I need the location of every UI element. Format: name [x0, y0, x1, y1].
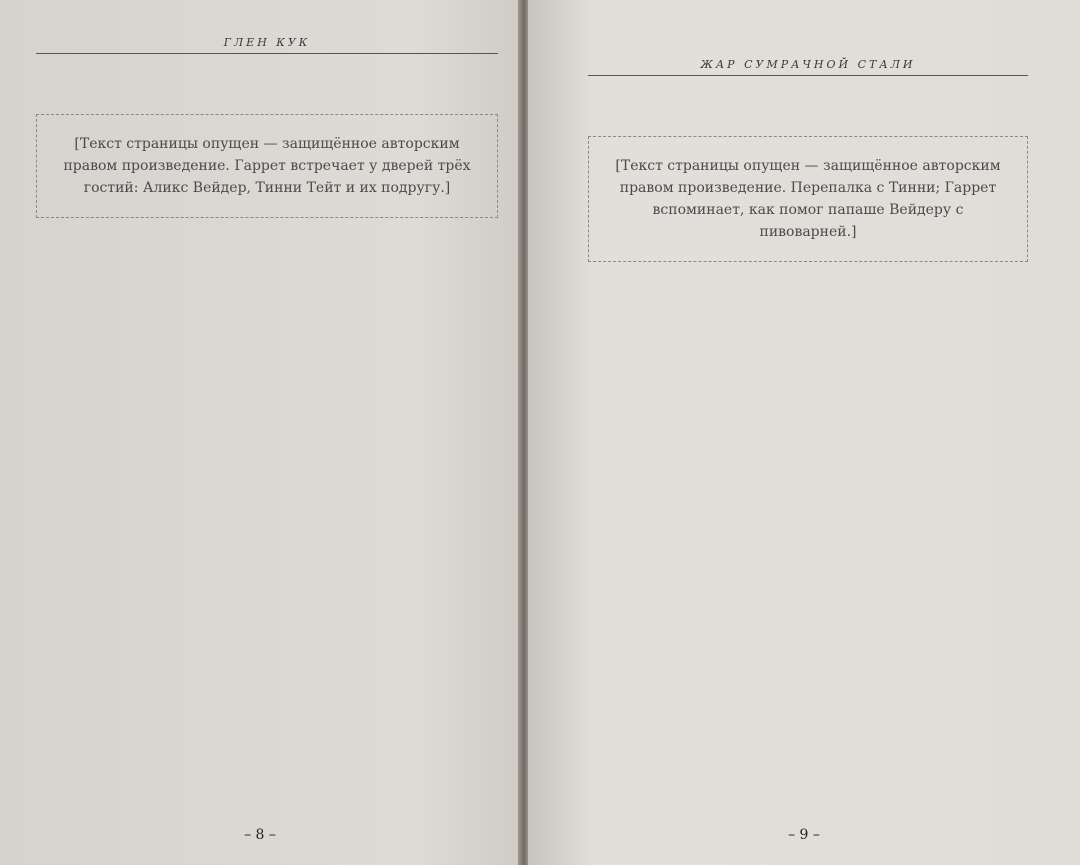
page-number: – 9 – [788, 827, 820, 843]
body-text-omitted: [Текст страницы опущен — защищённое авторским правом произведение. Перепалка с Тинни; Гаррет вспоминает, как помог папаше Вейдеру с пивоварней.] [588, 136, 1028, 262]
body-text-omitted: [Текст страницы опущен — защищённое авторским правом произведение. Гаррет встречает у дверей трёх гостий: Аликс Вейдер, Тинни Тейт и их подругу.] [36, 114, 498, 218]
left-page [0, 0, 520, 865]
page-number: – 8 – [244, 827, 276, 843]
running-head-author: ГЛЕН КУК [36, 36, 498, 54]
right-page [528, 0, 1080, 865]
running-head-title: ЖАР СУМРАЧНОЙ СТАЛИ [588, 58, 1028, 76]
